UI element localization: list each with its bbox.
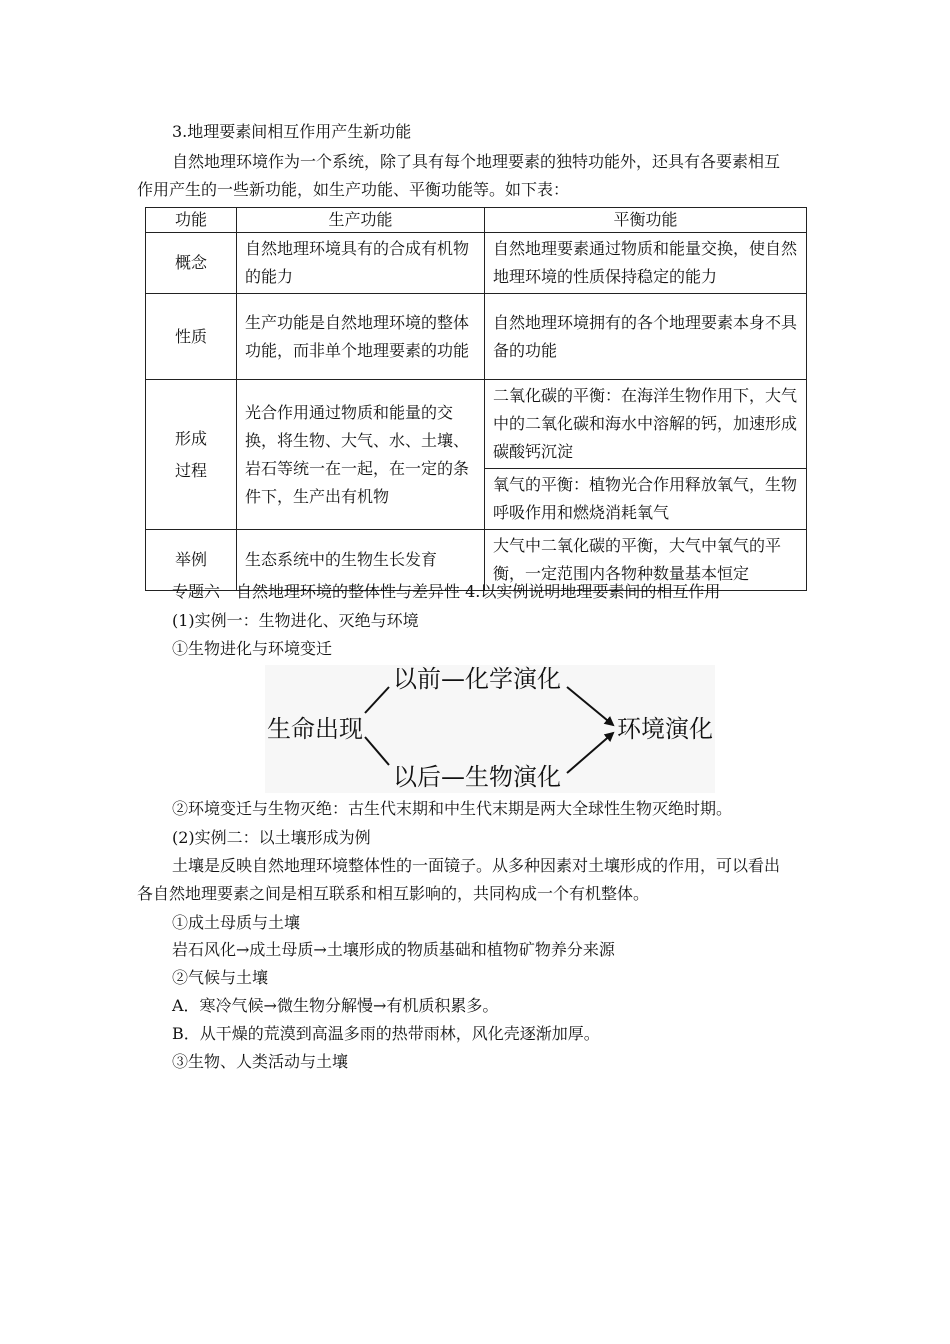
header-production: 生产功能 — [237, 208, 485, 233]
evolution-diagram — [265, 665, 715, 793]
intro-paragraph-line2: 作用产生的一些新功能，如生产功能、平衡功能等。如下表： — [137, 180, 570, 199]
diagram-node-before: 以前—化学演化 — [393, 665, 561, 693]
cell-production: 光合作用通过物质和能量的交换，将生物、大气、水、土壤、岩石等统一在一起，在一定的条件下，生产出有机物 — [237, 380, 485, 530]
item1-text: 岩石风化→成土母质→土壤形成的物质基础和植物矿物养分来源 — [172, 940, 615, 959]
topic-line: 专题六 自然地理环境的整体性与差异性 4.以实例说明地理要素间的相互作用 — [172, 582, 721, 601]
table-header-row — [146, 208, 807, 233]
cell-production: 生产功能是自然地理环境的整体功能，而非单个地理要素的功能 — [237, 294, 485, 380]
cell-balance: 自然地理要素通过物质和能量交换，使自然地理环境的性质保持稳定的能力 — [485, 233, 807, 294]
item3-title: ③生物、人类活动与土壤 — [172, 1052, 349, 1071]
row-label: 举例 — [146, 530, 237, 591]
item2-a: A．寒冷气候→微生物分解慢→有机质积累多。 — [172, 996, 499, 1015]
connector-down — [365, 737, 389, 765]
row-label: 性质 — [146, 294, 237, 380]
item2-b: B．从干燥的荒漠到高温多雨的热带雨林，风化壳逐渐加厚。 — [172, 1024, 600, 1043]
row-label: 概念 — [146, 233, 237, 294]
example2-title: (2)实例二：以土壤形成为例 — [172, 828, 371, 847]
diagram-node-environment: 环境演化 — [617, 715, 713, 743]
cell-balance: 自然地理环境拥有的各个地理要素本身不具备的功能 — [485, 294, 807, 380]
row-label — [146, 380, 237, 530]
diagram-node-origin: 生命出现 — [267, 715, 363, 743]
soil-paragraph-line1: 土壤是反映自然地理环境整体性的一面镜子。从多种因素对土壤形成的作用，可以看出 — [172, 856, 781, 875]
header-function: 功能 — [146, 208, 237, 233]
table-row-concept — [146, 233, 807, 294]
arrow-before-to-environment — [567, 687, 613, 725]
item2-title: ②气候与土壤 — [172, 968, 269, 987]
diagram-node-after: 以后—生物演化 — [393, 763, 561, 791]
sub1-title: ①生物进化与环境变迁 — [172, 639, 333, 658]
table-row-nature — [146, 294, 807, 380]
arrow-after-to-environment — [567, 733, 613, 773]
example1-title: (1)实例一：生物进化、灭绝与环境 — [172, 611, 419, 630]
evolution-diagram-svg — [265, 665, 715, 793]
function-table — [145, 207, 807, 591]
table-row-process-co2 — [146, 380, 807, 469]
cell-balance: 大气中二氧化碳的平衡，大气中氧气的平衡，一定范围内各物种数量基本恒定 — [485, 530, 807, 591]
connector-up — [365, 687, 389, 713]
cell-balance-co2: 二氧化碳的平衡：在海洋生物作用下，大气中的二氧化碳和海水中溶解的钙，加速形成碳酸钙沉淀 — [485, 380, 807, 469]
sub2-text: ②环境变迁与生物灭绝：古生代末期和中生代末期是两大全球性生物灭绝时期。 — [172, 799, 733, 818]
item1-title: ①成土母质与土壤 — [172, 913, 301, 932]
cell-production: 生态系统中的生物生长发育 — [237, 530, 485, 591]
soil-paragraph-line2: 各自然地理要素之间是相互联系和相互影响的，共同构成一个有机整体。 — [137, 884, 650, 903]
header-balance: 平衡功能 — [485, 208, 807, 233]
row-label-text: 形成过程 — [174, 428, 207, 480]
section-heading: 3.地理要素间相互作用产生新功能 — [172, 122, 412, 141]
cell-balance-o2: 氧气的平衡：植物光合作用释放氧气，生物呼吸作用和燃烧消耗氧气 — [485, 469, 807, 530]
intro-paragraph-line1: 自然地理环境作为一个系统，除了具有每个地理要素的独特功能外，还具有各要素相互 — [172, 152, 781, 171]
cell-production: 自然地理环境具有的合成有机物的能力 — [237, 233, 485, 294]
